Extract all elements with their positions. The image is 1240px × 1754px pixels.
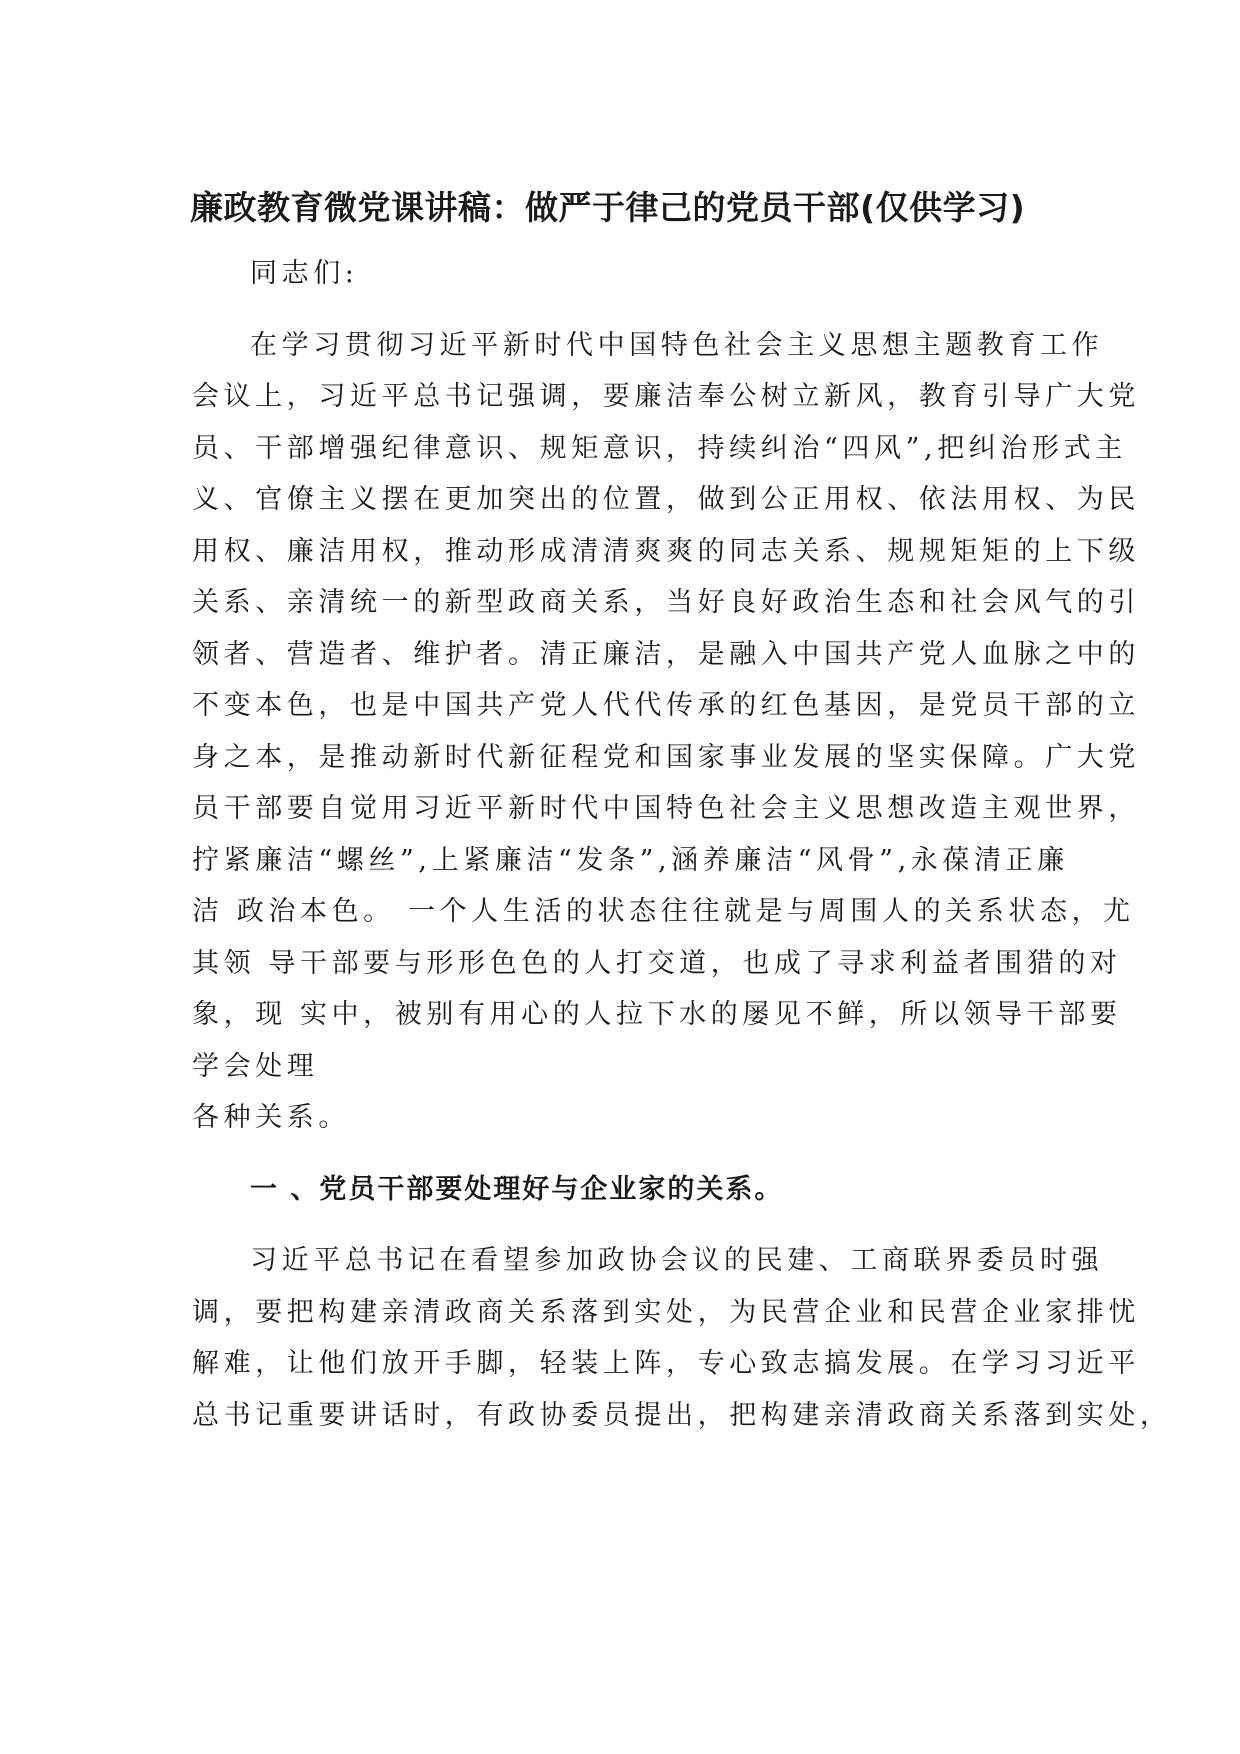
- spacer: [192, 300, 1052, 320]
- paragraph-line: 各种关系。: [192, 1102, 350, 1133]
- spacer: [192, 1215, 1052, 1235]
- paragraph-line: 义、官僚主义摆在更加突出的位置，做到公正用权、依法用权、为民: [192, 484, 1140, 515]
- paragraph-line: 员、干部增强纪律意识、规矩意识，持续纠治“四风”,把纠治形式主: [192, 432, 1127, 464]
- paragraph-line: 象，现 实中，被别有用心的人拉下水的屡见不鲜，所以领导干部要: [192, 999, 1122, 1030]
- paragraph-line: 洁 政治本色。 一个人生活的状态往往就是与周围人的关系状态，尤: [192, 896, 1135, 927]
- paragraph-line: 解难，让他们放开手脚，轻装上阵，专心致志搞发展。在学习习近平: [192, 1348, 1140, 1379]
- paragraph-line: 身之本，是推动新时代新征程党和国家事业发展的坚实保障。广大党: [192, 741, 1140, 773]
- paragraph-line: 习近平总书记在看望参加政协会议的民建、工商联界委员时强: [250, 1245, 1104, 1276]
- paragraph-line: 会议上，习近平总书记强调，要廉洁奉公树立新风，教育引导广大党: [192, 381, 1140, 412]
- paragraph-line: 领者、营造者、维护者。清正廉洁，是融入中国共产党人血脉之中的: [192, 638, 1140, 670]
- section-heading: 一 、党员干部要处理好与企业家的关系。: [250, 1173, 784, 1205]
- paragraph-line: 关系、亲清统一的新型政商关系，当好良好政治生态和社会风气的引: [192, 587, 1140, 618]
- paragraph-line: 其领 导干部要与形形色色的人打交道，也成了寻求利益者围猎的对: [192, 947, 1122, 979]
- paragraph-line: 在学习贯彻习近平新时代中国特色社会主义思想主题教育工作: [250, 329, 1104, 361]
- spacer: [192, 1144, 1052, 1164]
- paragraph-line: 用权、廉洁用权，推动形成清清爽爽的同志关系、规规矩矩的上下级: [192, 535, 1140, 567]
- paragraph-2: [192, 1235, 1172, 1441]
- paragraph-line: 拧紧廉洁“螺丝”,上紧廉洁“发条”,涵养廉洁“风骨”,永葆清正廉: [192, 844, 1069, 876]
- document-body: [192, 248, 1172, 1441]
- paragraph-line: 员干部要自觉用习近平新时代中国特色社会主义思想改造主观世界，: [192, 793, 1140, 824]
- paragraph-line: 总书记重要讲话时，有政协委员提出，把构建亲清政商关系落到实处，: [192, 1399, 1172, 1431]
- paragraph-line: 调，要把构建亲清政商关系落到实处，为民营企业和民营企业家排忧: [192, 1296, 1140, 1328]
- paragraph-line: 不变本色，也是中国共产党人代代传承的红色基因，是党员干部的立: [192, 690, 1140, 721]
- greeting: 同志们:: [250, 258, 359, 289]
- paragraph-1: [192, 320, 1140, 1144]
- paragraph-line: 学会处理: [192, 1050, 319, 1082]
- document-title: 廉政教育微党课讲稿：做严于律己的党员干部(仅供学习): [190, 188, 1026, 227]
